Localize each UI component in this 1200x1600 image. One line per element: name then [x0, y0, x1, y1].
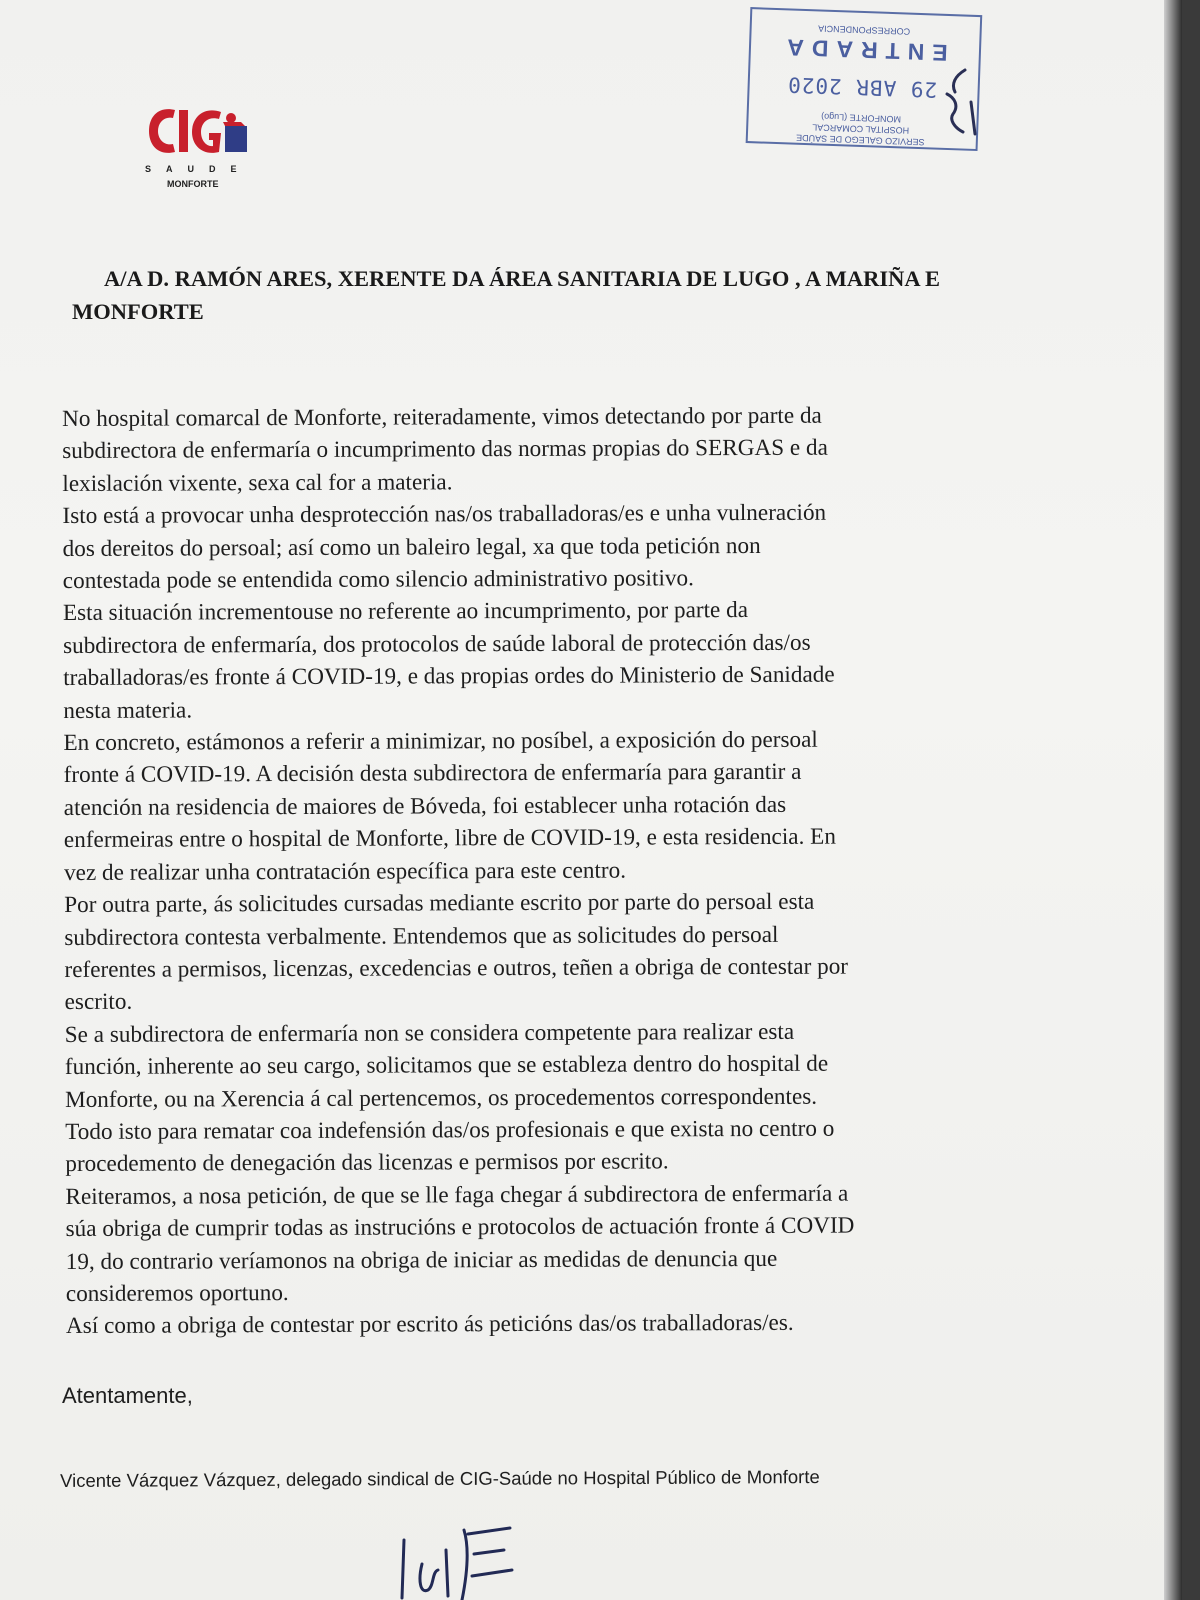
- body-line: atención na residencia de maiores de Bóveda, foi establecer unha rotación das: [63, 791, 787, 821]
- body-line: consideremos oportuno.: [65, 1279, 289, 1307]
- body-line: Así como a obriga de contestar por escrito ás peticións das/os traballadoras/es.: [65, 1310, 794, 1340]
- body-line: subdirectora de enfermaría o incumprimento das normas propias do SERGAS e da: [62, 435, 828, 465]
- body-line: procedemento de denegación das licenzas e permisos por escrito.: [65, 1148, 669, 1178]
- body-line: Reiteramos, a nosa petición, de que se lle faga chegar á subdirectora de enfermaría a: [65, 1180, 849, 1210]
- body-line: traballadoras/es fronte á COVID-19, e das propias ordes do Ministerio de Sanidade: [63, 661, 835, 692]
- stamp-date: 29 ABR 2020: [786, 72, 938, 102]
- logo-subtitle: SAUDE: [145, 164, 252, 174]
- body-line: Monforte, ou na Xerencia á cal pertencemos, os procedementos correspondentes.: [64, 1083, 818, 1113]
- cig-saude-logo: [145, 100, 265, 195]
- stamp-handwritten-mark: [925, 62, 985, 142]
- body-line: subdirectora de enfermaría, dos protocolos de saúde laboral de protección das/os: [63, 629, 811, 659]
- body-line: Isto está a provocar unha desprotección nas/os traballadoras/es e unha vulneración: [62, 499, 827, 530]
- body-line: Esta situación incrementouse no referente ao incumprimento, por parte da: [62, 597, 749, 627]
- addressee-heading: A/A D. RAMÓN ARES, XERENTE DA ÁREA SANITARIA DE LUGO , A MARIÑA E MONFORTE: [72, 266, 940, 324]
- body-line: fronte á COVID-19. A decisión desta subdirectora de enfermaría para garantir a: [63, 759, 802, 789]
- body-line: En concreto, estámonos a referir a minimizar, no posíbel, a exposición do persoal: [63, 726, 818, 757]
- body-line: 19, do contrario veríamonos na obriga de iniciar as medidas de denuncia que: [65, 1245, 778, 1275]
- stamp-hospital: HOSPITAL COMARCAL: [812, 122, 910, 136]
- stamp-correspondence: CORRESPONDENCIA: [818, 23, 911, 37]
- letter-body: [62, 399, 1066, 1343]
- closing-salutation: Atentamente,: [62, 1383, 193, 1408]
- body-line: Se a subdirectora de enfermaría non se considera competente para realizar esta: [64, 1018, 795, 1048]
- body-line: nesta materia.: [63, 697, 193, 724]
- body-line: escrito.: [64, 989, 133, 1016]
- page-edge-shadow: [1164, 0, 1182, 1600]
- body-line: subdirectora contesta verbalmente. Entendemos que as solicitudes do persoal: [64, 921, 779, 951]
- signer-line: Vicente Vázquez Vázquez, delegado sindical de CIG-Saúde no Hospital Público de Monforte: [60, 1466, 820, 1491]
- body-line: No hospital comarcal de Monforte, reiteradamente, vimos detectando por parte da: [62, 402, 822, 432]
- body-line: Todo isto para rematar coa indefensión das/os profesionais e que exista no centro o: [65, 1115, 835, 1145]
- stamp-entrada: ENTRADA: [778, 34, 949, 66]
- body-line: referentes a permisos, licenzas, excedencias e outros, teñen a obriga de contestar por: [64, 953, 849, 983]
- body-line: vez de realizar unha contratación específica para este centro.: [63, 857, 627, 886]
- stamp-institution: SERVIZO GALEGO DE SAÚDE: [795, 132, 925, 148]
- body-line: Por outra parte, ás solicitudes cursadas mediante escrito por parte do persoal esta: [64, 888, 815, 919]
- body-line: lexislación vixente, sexa cal for a materia.: [62, 469, 453, 497]
- body-line: súa obriga de cumprir todas as instrucións e protocolos de actuación fronte á COVID: [65, 1212, 855, 1243]
- body-line: dos dereitos do persoal; así como un baleiro legal, xa que toda petición non: [62, 532, 761, 562]
- stamp-location: MONFORTE (Lugo): [821, 111, 902, 125]
- body-line: función, inherente ao seu cargo, solicitamos que se estableza dentro do hospital de: [64, 1050, 829, 1081]
- signature: [392, 1520, 532, 1600]
- body-line: contestada pode se entendida como silencio administrativo positivo.: [62, 565, 694, 595]
- logo-place: MONFORTE: [167, 179, 219, 189]
- cig-logo-mark: [145, 100, 255, 162]
- body-line: enfermeiras entre o hospital de Monforte, libre de COVID-19, e esta residencia. En: [63, 823, 836, 854]
